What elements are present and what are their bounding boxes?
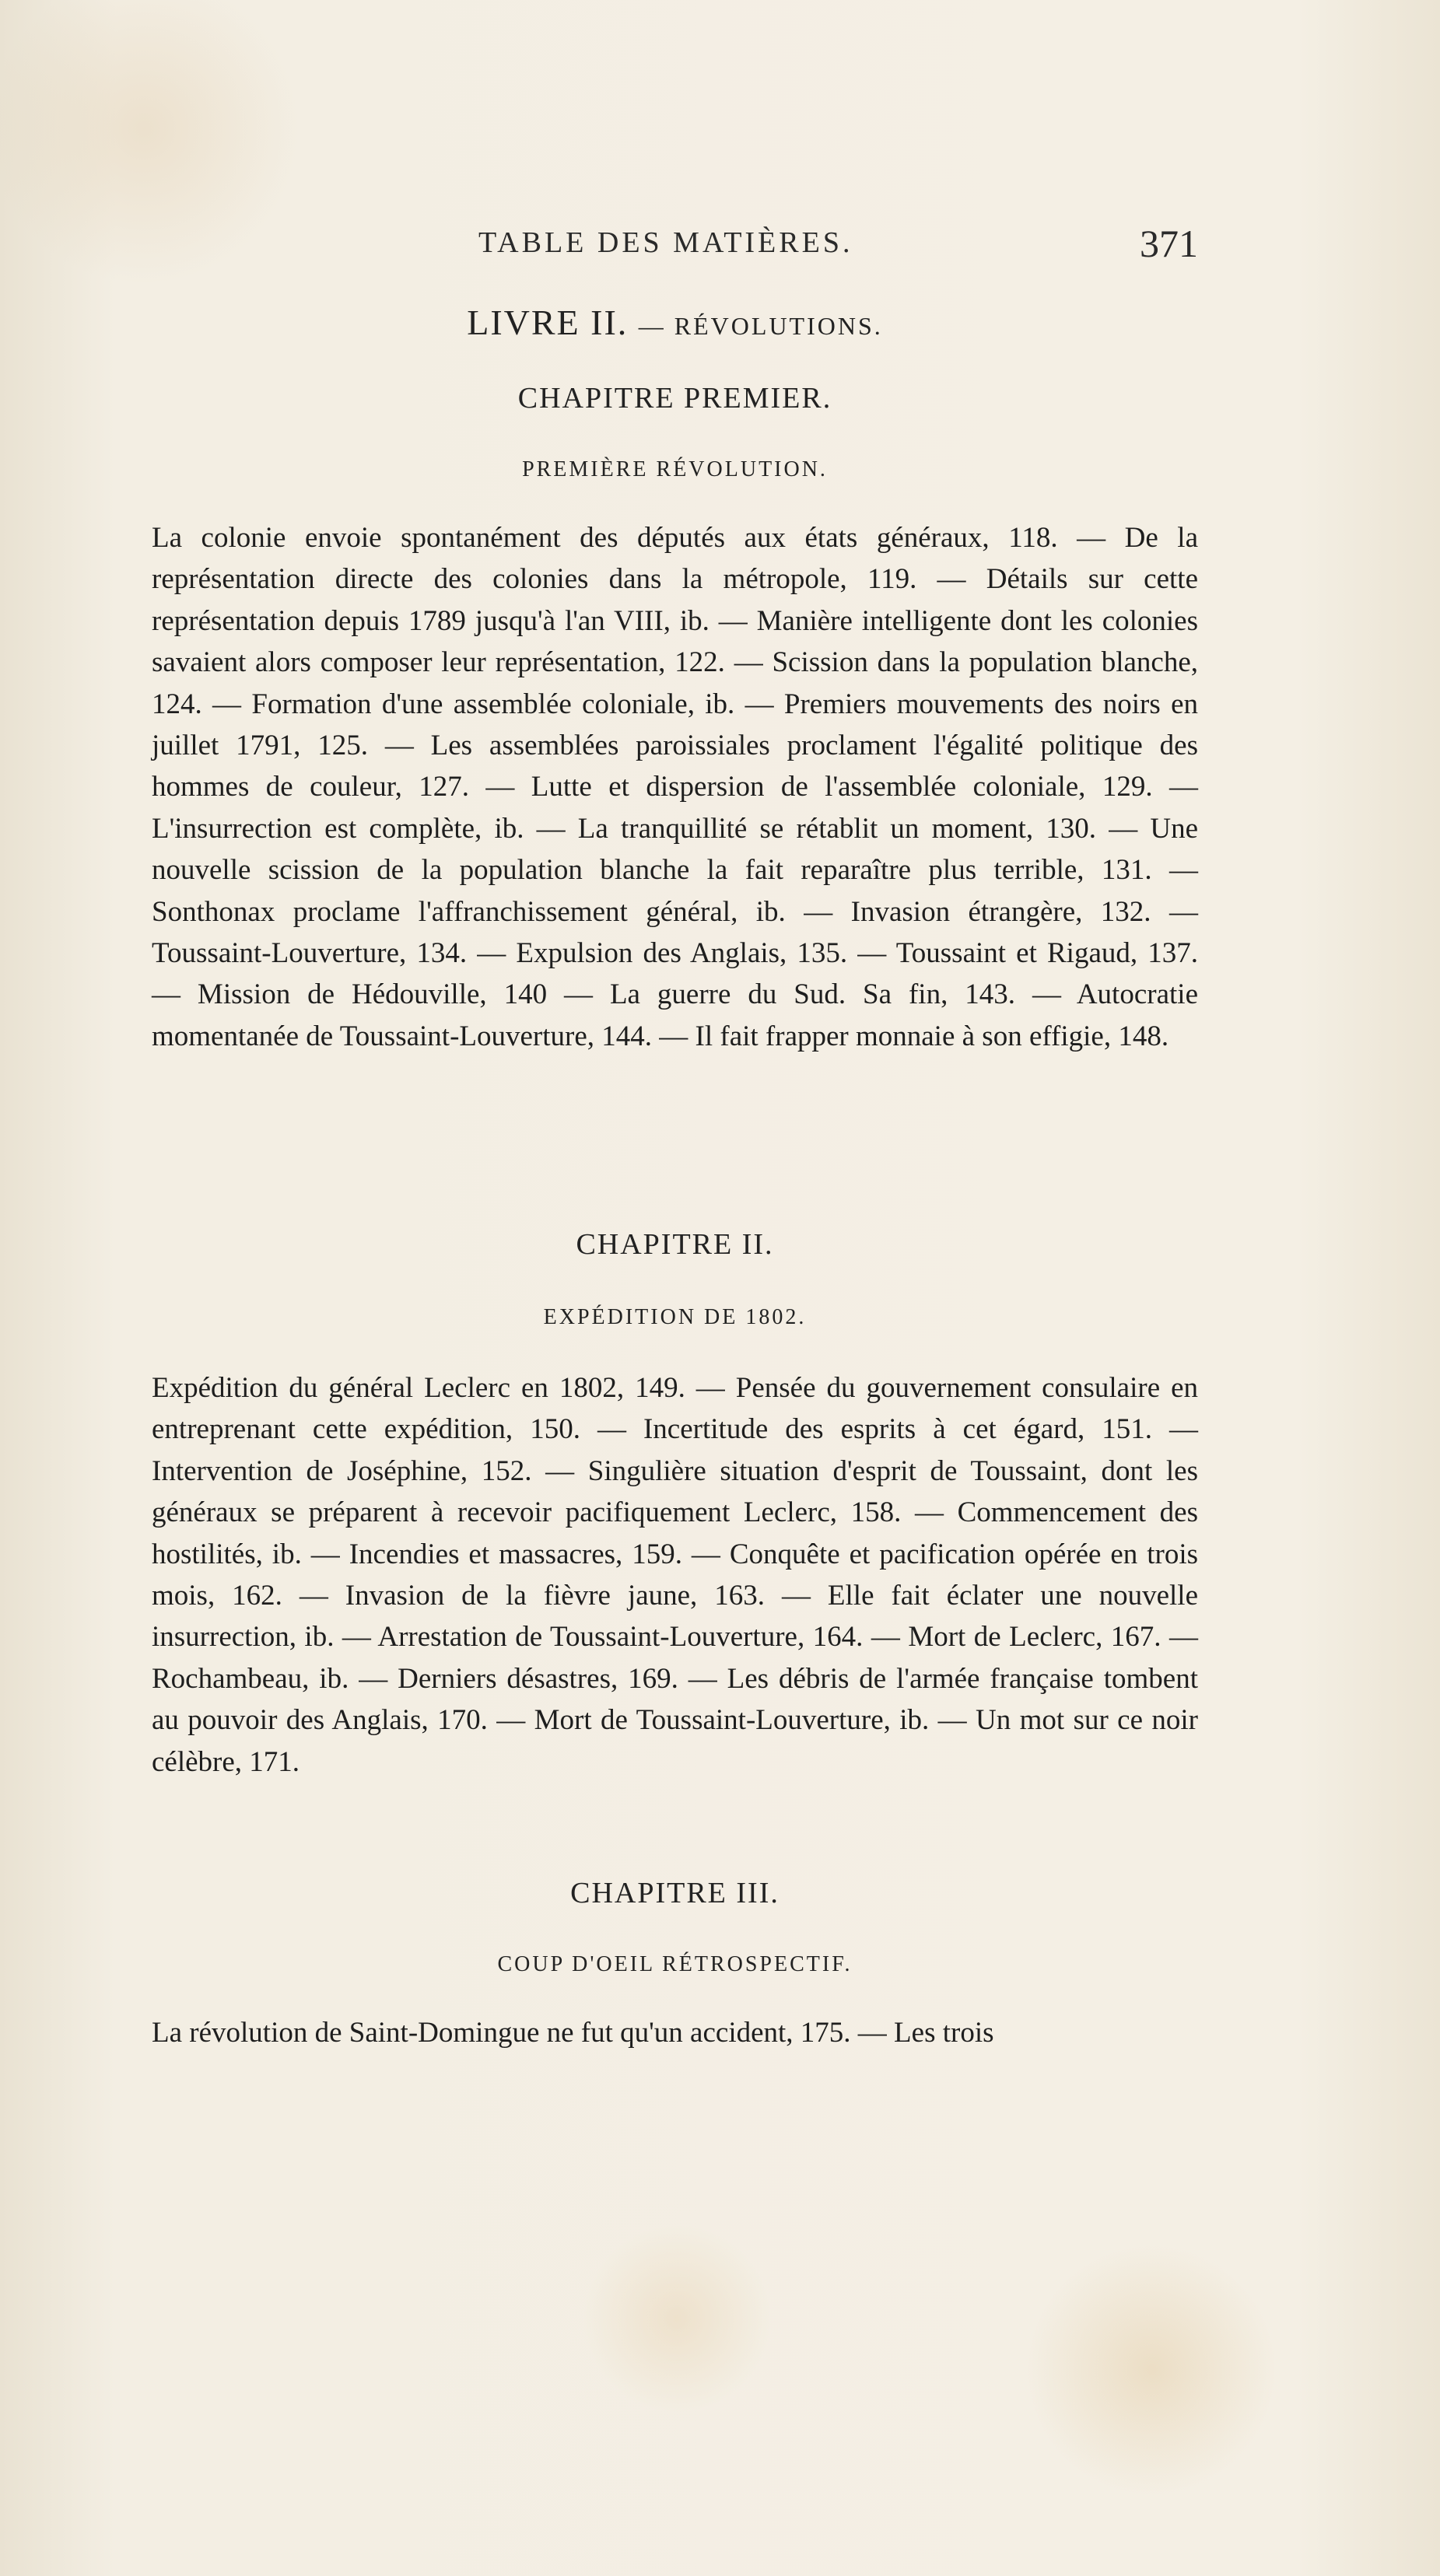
chapter-1-subheading: PREMIÈRE RÉVOLUTION. — [522, 457, 828, 481]
running-head — [152, 221, 1198, 268]
livre-heading — [152, 302, 1198, 343]
page-number: 371 — [1140, 222, 1198, 265]
chapter-1-heading: CHAPITRE PREMIER. — [517, 382, 832, 415]
chapter-3-subheading: COUP D'OEIL RÉTROSPECTIF. — [497, 1952, 853, 1976]
livre-title: LIVRE II. — [467, 303, 629, 342]
running-title: TABLE DES MATIÈRES. — [478, 226, 853, 259]
chapter-3-summary — [152, 2012, 1198, 2053]
chapter-2-summary — [152, 1367, 1198, 1783]
chapter-1-summary — [152, 517, 1198, 1057]
chapter-2-summary-text: Expédition du général Leclerc en 1802, 149. — Pensée du gouvernement consulaire en entreprenant cette expédition, 150. — Incertitude des esprits à cet égard, 151. — Intervention de Joséphine, 152. — Singulière situation d'esprit de Toussaint, dont les généraux se préparent à recevoir pacifiquement Leclerc, 158. — Commencement des hostilités, ib. — Incendies et massacres, 159. — Conquête et pacification opérée en trois mois, 162. — Invasion de la fièvre jaune, 163. — Elle fait éclater une nouvelle insurrection, ib. — Arrestation de Toussaint-Louverture, 164. — Mort de Leclerc, 167. — Rochambeau, ib. — Derniers désastres, 169. — Les débris de l'armée française tombent au pouvoir des Anglais, 170. — Mort de Toussaint-Louverture, ib. — Un mot sur ce noir célèbre, 171. — [152, 1372, 1198, 1778]
livre-subtitle: — RÉVOLUTIONS. — [638, 312, 883, 340]
chapter-2-subheading: EXPÉDITION DE 1802. — [543, 1305, 807, 1329]
chapter-3-summary-text: La révolution de Saint-Domingue ne fut qu'un accident, 175. — Les trois — [152, 2017, 994, 2049]
chapter-1-summary-text: La colonie envoie spontanément des députés aux états généraux, 118. — De la représentation directe des colonies dans la métropole, 119. — Détails sur cette représentation depuis 1789 jusqu'à l'an VIII, ib. — Manière intelligente dont les colonies savaient alors composer leur représentation, 122. — Scission dans la population blanche, 124. — Formation d'une assemblée coloniale, ib. — Premiers mouvements des noirs en juillet 1791, 125. — Les assemblées paroissiales proclament l'égalité politique des hommes de couleur, 127. — Lutte et dispersion de l'assemblée coloniale, 129. — L'insurrection est complète, ib. — La tranquillité se rétablit un moment, 130. — Une nouvelle scission de la population blanche la fait reparaître plus terrible, 131. — Sonthonax proclame l'affranchissement général, ib. — Invasion étrangère, 132. — Toussaint-Louverture, 134. — Expulsion des Anglais, 135. — Toussaint et Rigaud, 137. — Mission de Hédouville, 140 — La guerre du Sud. Sa fin, 143. — Autocratie momentanée de Toussaint-Louverture, 144. — Il fait frapper monnaie à son effigie, 148. — [152, 522, 1198, 1052]
chapter-3-heading: CHAPITRE III. — [570, 1877, 780, 1909]
chapter-2-heading: CHAPITRE II. — [576, 1228, 774, 1261]
